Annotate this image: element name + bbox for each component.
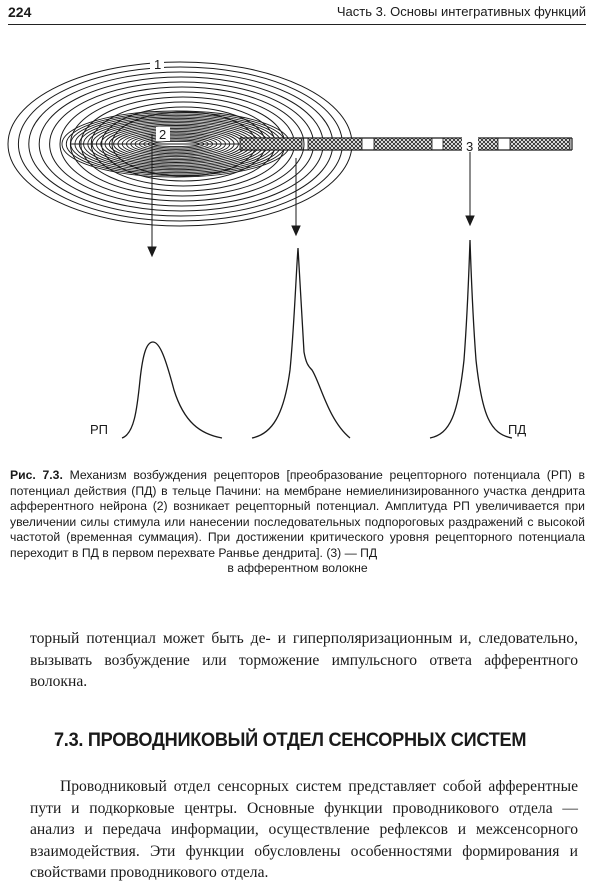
label-3 <box>462 137 478 154</box>
page-header <box>8 4 586 25</box>
receptor-potential-wave <box>122 342 222 438</box>
paragraph-continuation: торный потенциал может быть де- и гиперполяризационным и, следовательно, вызывать возбуждение или торможение импульсного ответа афферентного волокна. <box>30 630 578 690</box>
caption-last-line: в афферентном волокне <box>227 561 368 575</box>
label-2 <box>156 127 170 142</box>
myelin-segments <box>240 138 570 150</box>
label-1 <box>150 57 164 72</box>
running-head: Часть 3. Основы интегративных функций <box>336 4 586 19</box>
caption-text: Механизм возбуждения рецепторов [преобразование рецепторного потенциала (РП) в потенциал действия (ПД) в тельце Пачини: на мембране немиелинизированного участка дендрита афферентного нейрона (2) возникает рецепторный потенциал. Амплитуда РП увеличивается при увеличении силы стимула или нанесении последовательных подпороговых раздражений с высокой частотой (временная суммация). При достижении критического уровня рецепторного потенциала переходит в ПД в первом перехвате Ранвье дендрита]. (3) — ПД <box>10 468 586 560</box>
page-number: 224 <box>8 4 32 20</box>
section-heading: 7.3. ПРОВОДНИКОВЫЙ ОТДЕЛ СЕНСОРНЫХ СИСТЕМ <box>54 729 527 751</box>
svg-text:2: 2 <box>159 127 167 142</box>
svg-text:1: 1 <box>154 57 162 72</box>
myelin-segment <box>308 138 362 150</box>
label-action-potential: ПД <box>508 422 527 437</box>
caption-label: Рис. 7.3. <box>10 468 63 482</box>
waveforms <box>122 240 512 438</box>
figure-drawing <box>0 30 596 465</box>
arrow-down-icon <box>148 247 156 256</box>
myelin-segment <box>240 138 302 150</box>
myelin-segment <box>374 138 432 150</box>
mixed-potential-wave <box>252 248 350 438</box>
arrow-down-icon <box>466 216 474 225</box>
label-receptor-potential: РП <box>90 422 109 437</box>
svg-text:3: 3 <box>466 139 474 154</box>
paragraph-conductive-section: Проводниковый отдел сенсорных систем представляет собой афферентные пути и подкорковые центры. Основные функции проводникового отдела — анализ и передача информации, осуществление рефлексов и межсенсорного взаимодействия. Эти функции обусловлены особенностями формирования и свойствами проводникового отдела. <box>30 778 578 881</box>
figure-caption <box>10 468 585 577</box>
figure-pacinian-corpuscle <box>0 30 596 465</box>
myelin-segment <box>510 138 570 150</box>
arrow-down-icon <box>292 226 300 235</box>
action-potential-wave <box>430 240 512 438</box>
